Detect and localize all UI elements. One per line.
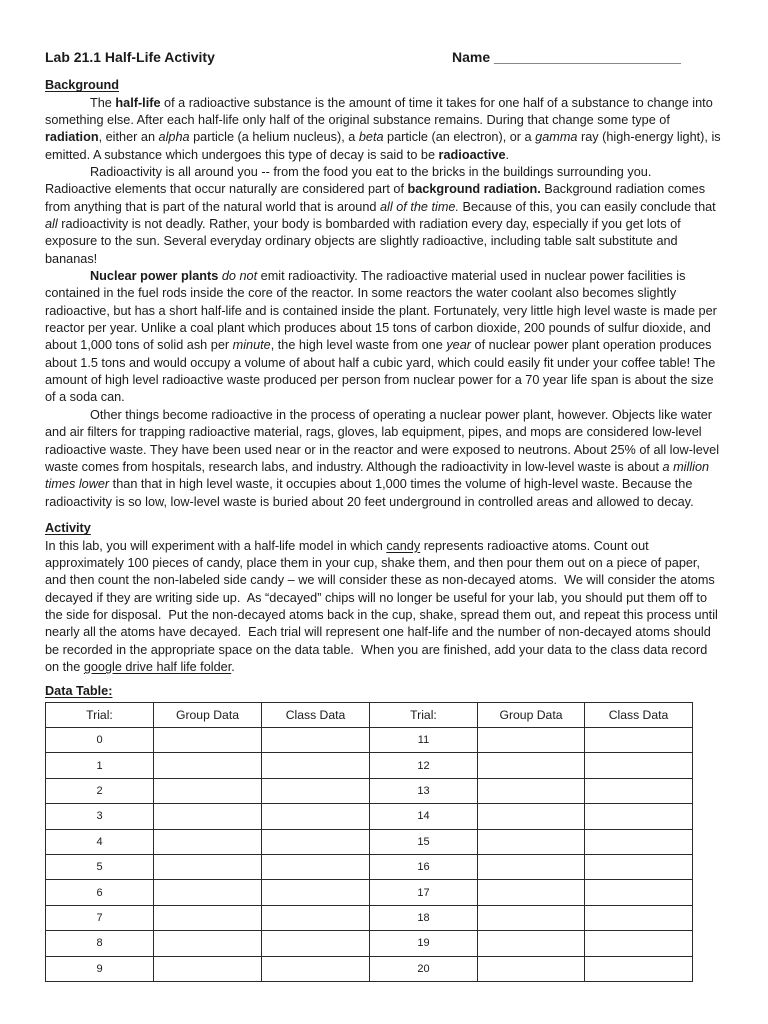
bold-term: background radiation. [407,182,541,197]
class-data-cell [585,854,693,879]
group-data-cell [154,905,262,930]
class-data-cell [585,880,693,905]
class-data-cell [585,804,693,829]
text-line [45,642,745,659]
trial-cell: 3 [46,804,154,829]
table-row [46,854,693,879]
text-line [45,251,745,268]
class-data-cell [262,778,370,803]
text-run: . [231,660,235,675]
table-row [46,905,693,930]
italic-term: times lower [45,477,110,492]
activity-section [45,520,745,676]
page-title: Lab 21.1 Half-Life Activity [45,49,215,65]
trial-cell: 13 [370,778,478,803]
group-data-cell [478,829,585,854]
bold-term: radiation [45,130,99,145]
group-data-cell [154,880,262,905]
column-header-class-data: Class Data [262,703,370,728]
text-run: of nuclear power plant operation produces [471,338,712,353]
class-data-cell [585,931,693,956]
italic-term: gamma [535,130,578,145]
class-data-cell [262,728,370,753]
italic-term: year [446,338,472,353]
trial-cell: 1 [46,753,154,778]
italic-term: do not [221,269,258,284]
text-run: particle (a helium nucleus), a [189,130,359,145]
text-line [45,538,745,555]
group-data-cell [154,728,262,753]
trial-cell: 15 [370,829,478,854]
background-heading: Background [45,78,120,93]
trial-cell: 17 [370,880,478,905]
text-run: emitted. A substance which undergoes this type of decay is said to be [45,147,439,162]
group-data-cell [478,804,585,829]
table-row [46,753,693,778]
column-header-class-data: Class Data [585,703,693,728]
text-run: particle (an electron), or a [383,130,536,145]
text-line [45,95,745,112]
column-header-trial: Trial: [46,703,154,728]
text-line [45,199,745,216]
text-line [45,459,745,476]
text-line [45,555,745,572]
text-run: and then count the non-labeled side candy – we will consider these as non-decayed atoms. We will consider the atoms [45,573,715,588]
text-line [45,442,745,459]
class-data-cell [262,931,370,956]
text-run: of a radioactive substance is the amount of time it takes for one half of a substance to change into [160,95,713,110]
group-data-cell [154,804,262,829]
text-line [45,572,745,589]
trial-cell: 14 [370,804,478,829]
background-section [45,77,745,511]
text-line [45,659,745,676]
student-name-field: Name ________________________ [452,49,681,65]
trial-cell: 9 [46,956,154,981]
trial-cell: 0 [46,728,154,753]
text-run: The [90,95,116,110]
text-run: radioactive waste. They have been used near or in the reactor and were exposed to neutrons. About 25% of all low-level [45,442,720,457]
text-run: , the high level waste from one [270,338,447,353]
text-line [45,303,745,320]
class-data-cell [262,880,370,905]
class-data-cell [585,956,693,981]
class-data-cell [585,728,693,753]
group-data-cell [154,829,262,854]
text-run: . [505,147,510,162]
text-line [45,494,745,511]
text-run: on the [45,660,84,675]
italic-term: alpha [158,130,190,145]
class-data-cell [585,753,693,778]
class-data-cell [262,956,370,981]
text-line [45,147,745,164]
text-run: In this lab, you will experiment with a half-life model in which [45,538,387,553]
table-row [46,829,693,854]
text-run: bananas! [45,251,98,266]
class-data-cell [262,804,370,829]
text-run: Because of this, you can easily conclude that [458,199,716,214]
trial-cell: 6 [46,880,154,905]
text-run: radioactive, but has a short half-life and is contained inside the plant. Fortunately, very little high level waste is made per [45,303,717,318]
text-line [45,268,745,285]
trial-cell: 5 [46,854,154,879]
text-run: waste comes from hospitals, research labs, and industry. Although the radioactivity in low-level waste is about [45,459,663,474]
activity-instructions [45,538,745,677]
group-data-cell [478,956,585,981]
text-run: contained in the fuel rods inside the core of the reactor. In some reactors the water coolant also becomes slightly [45,286,677,301]
table-row [46,728,693,753]
table-row [46,880,693,905]
group-data-cell [478,854,585,879]
text-run: of a soda can. [45,390,125,405]
group-data-cell [478,728,585,753]
text-line [45,233,745,250]
text-run: be recorded in the appropriate space on the data table. When you are finished, add your data to the class data record [45,642,708,657]
text-run: approximately 100 pieces of candy, place them in your cup, shake them, and then pour them out on a piece of paper, [45,555,700,570]
text-run: Background radiation comes [540,182,706,197]
italic-term: all of the time. [380,199,459,214]
table-row [46,956,693,981]
column-header-group-data: Group Data [478,703,585,728]
text-run: about 1.5 tons and would occupy a volume of about half a cubic yard, which could easily fit under your coffee table! The [45,355,716,370]
class-data-cell [585,829,693,854]
italic-term: a million [662,459,710,474]
class-data-cell [262,753,370,778]
text-run: the side for disposal. Put the non-decayed atoms back in the cup, shake, spread them out, and repeat this process until [45,608,718,623]
text-line [45,407,745,424]
text-line [45,320,745,337]
table-row [46,778,693,803]
trial-cell: 18 [370,905,478,930]
group-data-cell [154,931,262,956]
text-run: amount of high level radioactive waste produced per person from nuclear power for a 70 year life span is about the size [45,373,714,388]
trial-cell: 16 [370,854,478,879]
column-header-trial: Trial: [370,703,478,728]
text-run: nearly all the atoms have decayed. Each trial will represent one half-life and the number of non-decayed atoms should [45,625,711,640]
group-data-cell [478,931,585,956]
italic-term: minute [232,338,271,353]
group-data-cell [154,778,262,803]
trial-cell: 2 [46,778,154,803]
text-run: emit radioactivity. The radioactive material used in nuclear power facilities is [257,269,686,284]
text-line [45,624,745,641]
group-data-cell [478,905,585,930]
text-run: reactor per year. Unlike a coal plant which produces about 15 tons of carbon dioxide, 200 pounds of sulfur dioxide, and [45,321,711,336]
text-run: represents radioactive atoms. Count out [420,538,649,553]
text-run: radioactivity is so low, low-level waste is buried about 20 feet underground in controlled areas and allowed to decay. [45,494,694,509]
activity-heading: Activity [45,521,91,536]
text-line [45,590,745,607]
column-header-group-data: Group Data [154,703,262,728]
trial-cell: 4 [46,829,154,854]
text-line [45,389,745,406]
trial-cell: 19 [370,931,478,956]
underlined-term: candy [386,538,421,553]
text-run: about 1,000 tons of solid ash per [45,338,233,353]
class-data-cell [585,905,693,930]
text-line [45,476,745,493]
text-run: something else. After each half-life only half of the original substance remains. During that change some type of [45,112,670,127]
text-run: and air filters for trapping radioactive material, rags, gloves, lab equipment, pipes, and mops are considered low-level [45,425,702,440]
text-run: ray (high-energy light), is [577,130,721,145]
trial-cell: 12 [370,753,478,778]
background-paragraph-2 [45,164,745,268]
class-data-cell [262,854,370,879]
data-table [45,702,693,982]
trial-cell: 20 [370,956,478,981]
text-run: radioactivity is not deadly. Rather, your body is bombarded with radiation every day, especially if you get lots of [57,217,681,232]
text-line [45,285,745,302]
text-run: Radioactivity is all around you -- from the food you eat to the bricks in the buildings surrounding you. [90,165,652,180]
text-line [45,607,745,624]
text-line [45,112,745,129]
group-data-cell [154,956,262,981]
text-run: than that in high level waste, it occupies about 1,000 times the volume of high-level waste. Because the [109,477,693,492]
class-data-cell [262,905,370,930]
text-run: from anything that is part of the natural world that is around [45,199,380,214]
bold-term: Nuclear power plants [90,269,219,284]
group-data-cell [478,880,585,905]
trial-cell: 7 [46,905,154,930]
group-data-cell [478,778,585,803]
group-data-cell [478,753,585,778]
text-line [45,372,745,389]
italic-term: beta [358,130,384,145]
text-run: , either an [98,130,159,145]
background-paragraph-1 [45,95,745,164]
group-data-cell [154,753,262,778]
text-run: Other things become radioactive in the process of operating a nuclear power plant, however. Objects like water [90,407,713,422]
background-paragraph-4 [45,407,745,511]
table-row [46,931,693,956]
text-line [45,181,745,198]
text-line [45,424,745,441]
text-run: exposure to the sun. Several everyday ordinary objects are slightly radioactive, including table salt substitute and [45,234,678,249]
text-line [45,216,745,233]
class-data-cell [262,829,370,854]
google-drive-folder-link[interactable]: google drive half life folder [83,660,232,675]
text-line [45,337,745,354]
bold-term: radioactive [438,147,506,162]
trial-cell: 11 [370,728,478,753]
text-run: decayed if they are writing side up. As “decayed” chips will no longer be useful for your lab, you should put them off to [45,590,708,605]
table-header-row [46,703,693,728]
trial-cell: 8 [46,931,154,956]
italic-term: all [45,217,58,232]
text-run: Radioactive elements that occur naturally are considered part of [45,182,408,197]
group-data-cell [154,854,262,879]
text-line [45,129,745,146]
table-row [46,804,693,829]
bold-term: half-life [115,95,161,110]
background-paragraph-3 [45,268,745,407]
text-line [45,355,745,372]
data-table-label: Data Table: [45,684,113,699]
class-data-cell [585,778,693,803]
text-line [45,164,745,181]
